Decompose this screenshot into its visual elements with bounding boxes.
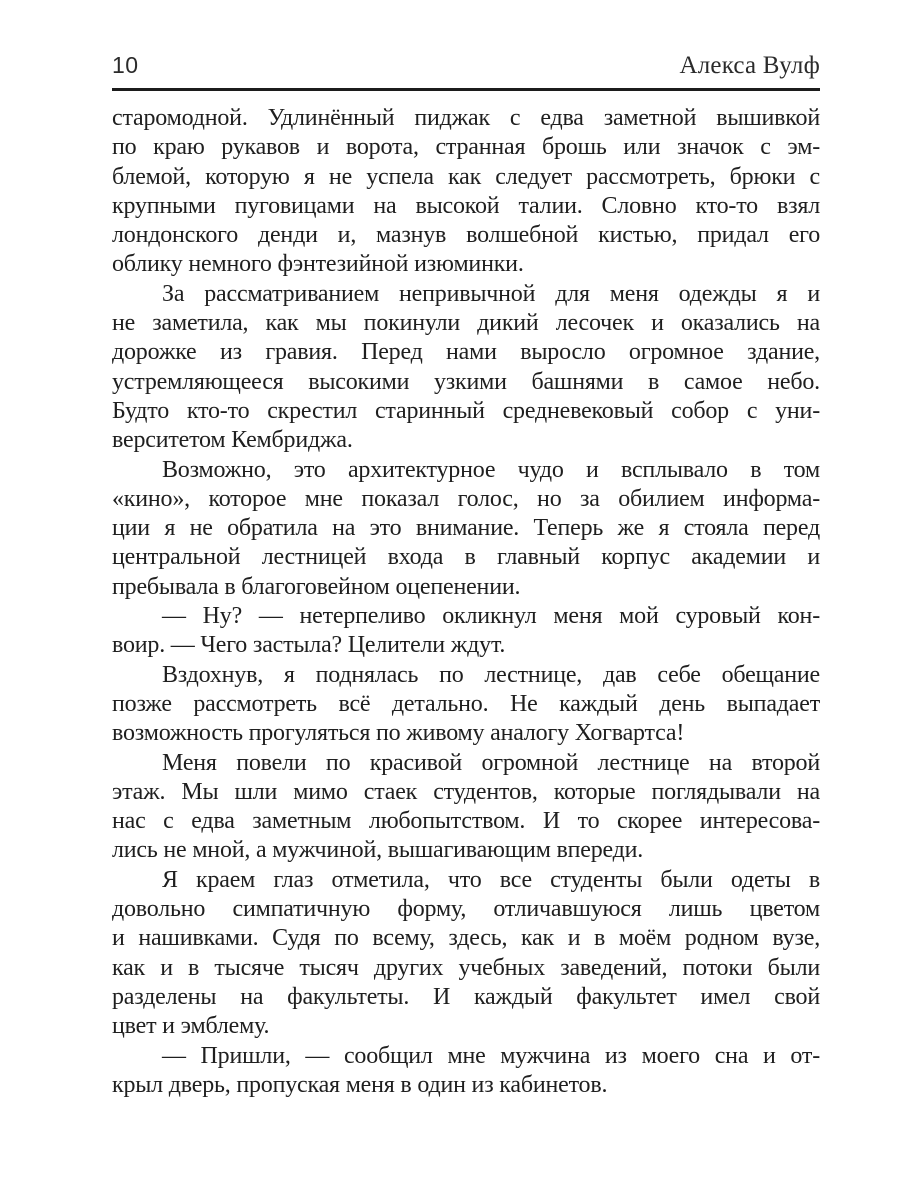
text-line: по краю рукавов и ворота, странная брошь или значок с эм-: [112, 134, 820, 161]
page-body: [112, 104, 820, 1100]
text-line: ции я не обратила на это внимание. Теперь же я стояла перед: [112, 515, 820, 542]
text-line: облику немного фэнтезийной изюминки.: [112, 251, 524, 278]
text-line: позже рассмотреть всё детально. Не каждый день выпадает: [112, 690, 820, 717]
text-line: довольно симпатичную форму, отличавшуюся лишь цветом: [112, 896, 820, 923]
paragraph: [112, 661, 820, 749]
text-line: возможность прогуляться по живому аналогу Хогвартса!: [112, 720, 685, 747]
running-head-author: Алекса Вулф: [679, 52, 820, 79]
page-number: 10: [112, 52, 139, 78]
text-line: Возможно, это архитектурное чудо и всплывало в том: [162, 456, 820, 483]
text-line: устремляющееся высокими узкими башнями в самое небо.: [112, 368, 820, 395]
text-line: Вздохнув, я поднялась по лестнице, дав себе обещание: [162, 661, 820, 688]
text-line: Будто кто-то скрестил старинный средневековый собор с уни-: [112, 397, 820, 424]
text-line: За рассматриванием непривычной для меня одежды я и: [162, 280, 820, 307]
text-line: центральной лестницей входа в главный корпус академии и: [112, 544, 820, 571]
text-line: и нашивками. Судя по всему, здесь, как и в моём родном вузе,: [112, 925, 820, 952]
paragraph: [112, 456, 820, 602]
page-header: [112, 52, 820, 80]
paragraph: [112, 866, 820, 1042]
text-line: крыл дверь, пропуская меня в один из кабинетов.: [112, 1071, 608, 1098]
text-line: старомодной. Удлинённый пиджак с едва заметной вышивкой: [112, 105, 820, 131]
text-line: Я краем глаз отметила, что все студенты были одеты в: [162, 866, 820, 893]
text-line: цвет и эмблему.: [112, 1013, 270, 1040]
text-line: — Ну? — нетерпеливо окликнул меня мой суровый кон-: [162, 603, 820, 630]
text-line: крупными пуговицами на высокой талии. Словно кто-то взял: [112, 192, 820, 219]
paragraph: [112, 104, 820, 280]
text-line: этаж. Мы шли мимо стаек студентов, которые поглядывали на: [112, 778, 820, 805]
text-line: лондонского денди и, мазнув волшебной кистью, придал его: [112, 222, 820, 249]
text-line: верситетом Кембриджа.: [112, 427, 353, 454]
text-line: Меня повели по красивой огромной лестнице на второй: [162, 749, 820, 776]
text-line: дорожке из гравия. Перед нами выросло огромное здание,: [112, 339, 820, 366]
header-rule: [112, 88, 820, 91]
paragraph: [112, 1042, 820, 1101]
paragraph: [112, 749, 820, 866]
text-line: воир. — Чего застыла? Целители ждут.: [112, 632, 506, 659]
text-line: — Пришли, — сообщил мне мужчина из моего сна и от-: [162, 1042, 820, 1069]
text-line: как и в тысяче тысяч других учебных заведений, потоки были: [112, 954, 820, 981]
text-line: нас с едва заметным любопытством. И то скорее интересова-: [112, 808, 820, 835]
text-line: разделены на факультеты. И каждый факультет имел свой: [112, 983, 820, 1010]
paragraph: [112, 602, 820, 661]
text-line: лись не мной, а мужчиной, вышагивающим впереди.: [112, 837, 644, 864]
text-line: не заметила, как мы покинули дикий лесочек и оказались на: [112, 310, 820, 337]
text-line: «кино», которое мне показал голос, но за обилием информа-: [112, 485, 820, 512]
text-line: блемой, которую я не успела как следует рассмотреть, брюки с: [112, 163, 820, 190]
text-line: пребывала в благоговейном оцепенении.: [112, 573, 521, 600]
paragraph: [112, 280, 820, 456]
